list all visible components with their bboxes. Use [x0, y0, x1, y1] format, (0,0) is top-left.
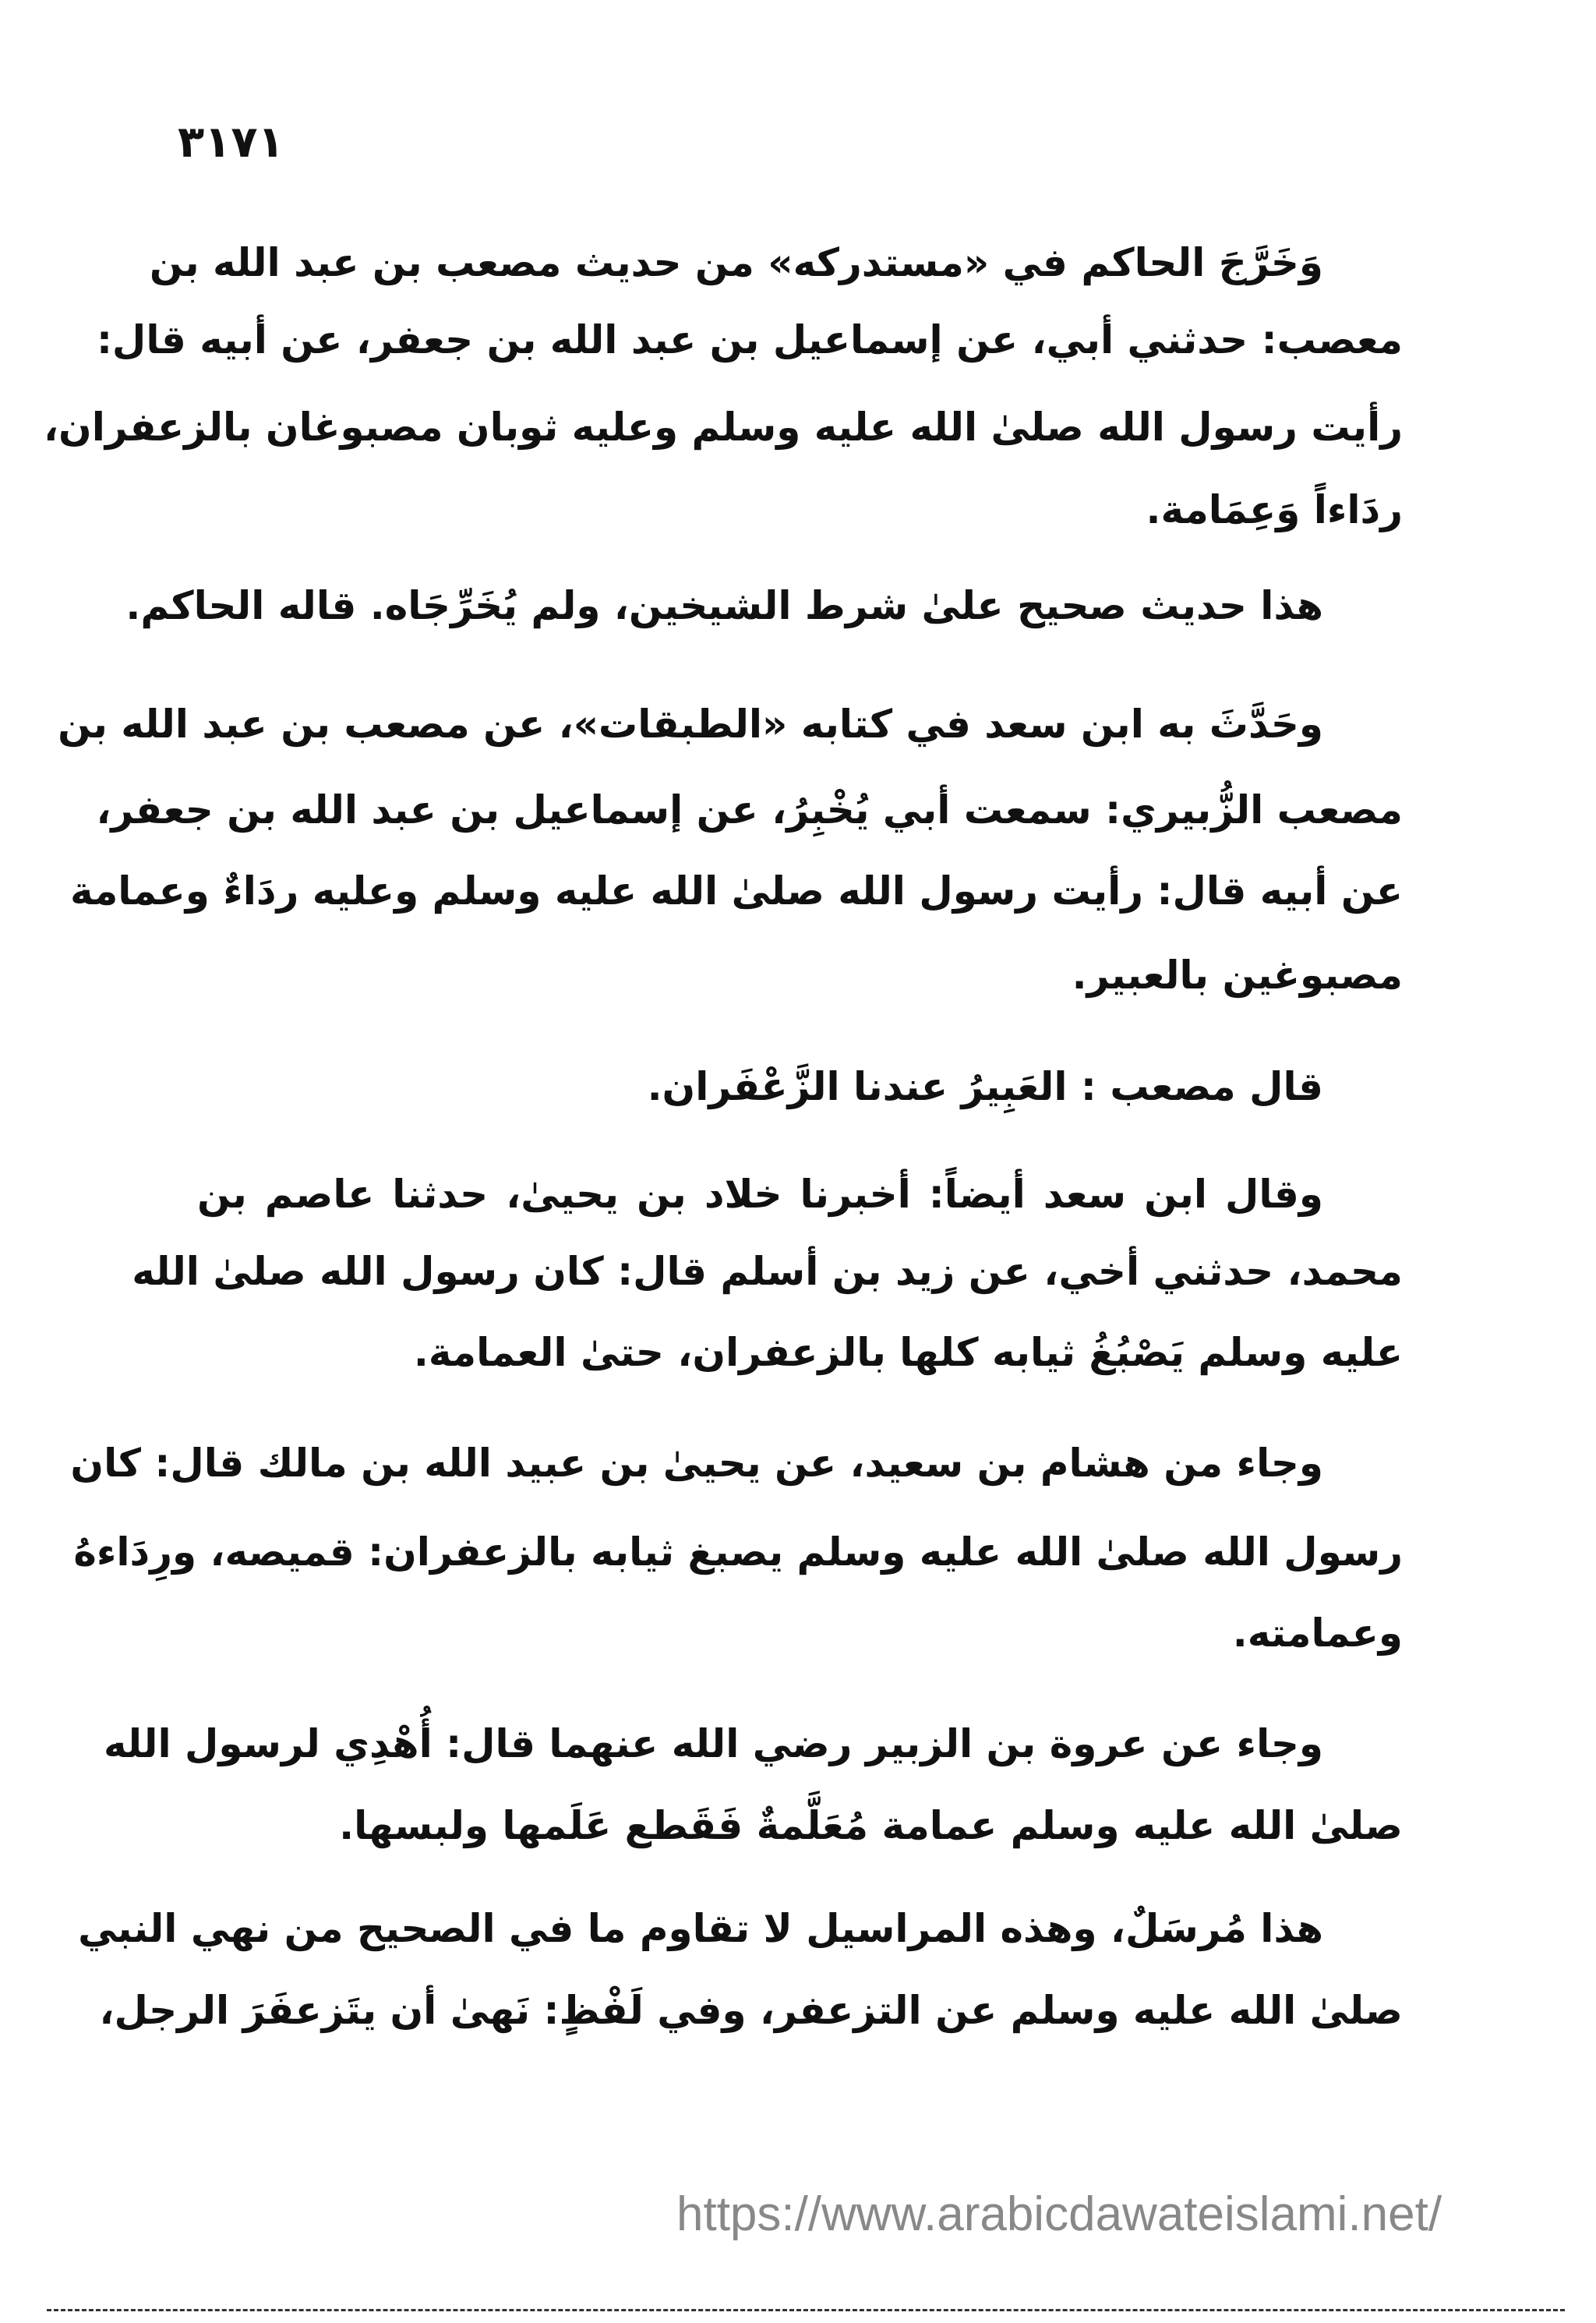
- text-line: هذا حديث صحيح علىٰ شرط الشيخين، ولم يُخَرِّجَاه. قاله الحاكم.: [125, 583, 1323, 628]
- text-line: رأيت رسول الله صلىٰ الله عليه وسلم وعليه ثوبان مصبوغان بالزعفران،: [44, 405, 1403, 450]
- text-line: وقال ابن سعد أيضاً: أخبرنا خلاد بن يحيىٰ، حدثنا عاصم بن: [197, 1172, 1323, 1217]
- text-line: وحَدَّثَ به ابن سعد في كتابه «الطبقات»، عن مصعب بن عبد الله بن: [58, 702, 1323, 747]
- text-line: وجاء من هشام بن سعيد، عن يحيىٰ بن عبيد الله بن مالك قال: كان: [70, 1441, 1323, 1486]
- footer-rule: [47, 2309, 1565, 2311]
- text-line: عن أبيه قال: رأيت رسول الله صلىٰ الله عليه وسلم وعليه ردَاءٌ وعمامة: [70, 868, 1403, 914]
- text-line: صلىٰ الله عليه وسلم عمامة مُعَلَّمةٌ فَقَطع عَلَمها ولبسها.: [339, 1803, 1403, 1848]
- text-line: وجاء عن عروة بن الزبير رضي الله عنهما قال: أُهْدِي لرسول الله: [103, 1721, 1323, 1766]
- text-line: صلىٰ الله عليه وسلم عن التزعفر، وفي لَفْظٍ: نَهىٰ أن يتَزعفَرَ الرجل،: [99, 1988, 1403, 2033]
- text-line: هذا مُرسَلٌ، وهذه المراسيل لا تقاوم ما في الصحيح من نهي النبي: [78, 1906, 1323, 1951]
- text-line: مصعب الزُّبيري: سمعت أبي يُخْبِرُ، عن إسماعيل بن عبد الله بن جعفر،: [96, 787, 1403, 833]
- text-line: ردَاءاً وَعِمَامة.: [1146, 487, 1403, 532]
- text-line: وعمامته.: [1232, 1611, 1403, 1656]
- text-line: رسول الله صلىٰ الله عليه وسلم يصبغ ثيابه بالزعفران: قميصه، ورِدَاءهُ: [73, 1529, 1403, 1575]
- text-line: عليه وسلم يَصْبُغُ ثيابه كلها بالزعفران، حتىٰ العمامة.: [413, 1330, 1403, 1375]
- text-line: قال مصعب : العَبِيرُ عندنا الزَّعْفَران.: [647, 1064, 1323, 1109]
- text-line: مصبوغين بالعبير.: [1072, 953, 1403, 998]
- text-line: محمد، حدثني أخي، عن زيد بن أسلم قال: كان رسول الله صلىٰ الله: [132, 1249, 1403, 1294]
- text-line: وَخَرَّجَ الحاكم في «مستدركه» من حديث مصعب بن عبد الله بن: [149, 240, 1323, 285]
- text-line: معصب: حدثني أبي، عن إسماعيل بن عبد الله بن جعفر، عن أبيه قال:: [96, 317, 1403, 362]
- watermark-url: https://www.arabicdawateislami.net/: [676, 2187, 1442, 2241]
- page-number: ٣١٧١: [178, 117, 284, 168]
